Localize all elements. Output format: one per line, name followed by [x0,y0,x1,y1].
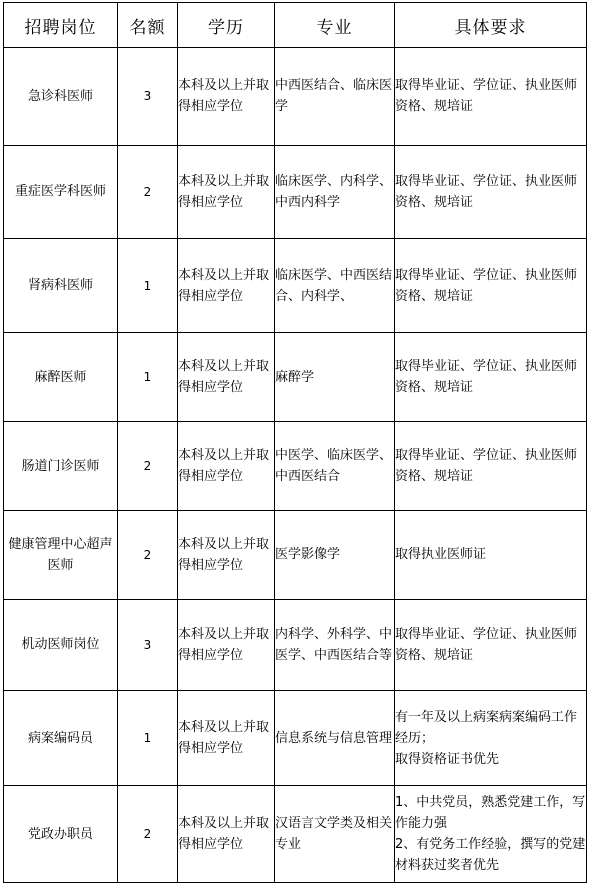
cell-requirements [395,238,587,332]
cell-requirements [395,786,587,883]
cell-requirements [395,333,587,421]
cell-position: 急诊科医师 [4,48,118,146]
table-body [4,48,587,883]
requirement-line: 取得毕业证、学位证、执业医师资格、规培证 [395,78,578,115]
cell-requirements [395,599,587,690]
cell-major: 医学影像学 [275,511,395,599]
cell-position: 麻醉医师 [4,333,118,421]
cell-requirements [395,421,587,510]
cell-position: 党政办职员 [4,786,118,883]
requirement-line: 取得毕业证、学位证、执业医师资格、规培证 [395,173,578,210]
cell-education: 本科及以上并取得相应学位 [178,599,275,690]
requirement-line: 2、有党务工作经验，撰写的党建材料获过奖者优先 [395,837,586,874]
table-row [4,599,587,690]
cell-education: 本科及以上并取得相应学位 [178,511,275,599]
requirement-line: 1、中共党员，熟悉党建工作，写作能力强 [395,795,586,832]
cell-count: 1 [118,691,178,786]
cell-education: 本科及以上并取得相应学位 [178,48,275,146]
header-count: 名额 [118,3,178,48]
requirement-line: 取得资格证书优先 [395,751,500,767]
recruitment-table [3,2,587,883]
cell-position: 肾病科医师 [4,238,118,332]
cell-position: 健康管理中心超声医师 [4,511,118,599]
cell-requirements [395,691,587,786]
cell-count: 2 [118,421,178,510]
table-row [4,333,587,421]
cell-requirements [395,48,587,146]
table-row [4,786,587,883]
table-row [4,48,587,146]
header-requirements: 具体要求 [395,3,587,48]
cell-major: 中医学、临床医学、中西医结合 [275,421,395,510]
cell-major: 内科学、外科学、中医学、中西医结合等 [275,599,395,690]
table-header-row [4,3,587,48]
requirement-line: 有一年及以上病案病案编码工作经历； [395,709,578,746]
requirement-line: 取得毕业证、学位证、执业医师资格、规培证 [395,626,578,663]
cell-count: 3 [118,599,178,690]
cell-major: 临床医学、内科学、中西内科学 [275,145,395,238]
cell-major: 汉语言文学类及相关专业 [275,786,395,883]
header-education: 学历 [178,3,275,48]
cell-education: 本科及以上并取得相应学位 [178,238,275,332]
cell-count: 2 [118,145,178,238]
requirement-line: 取得执业医师证 [395,547,487,563]
requirement-line: 取得毕业证、学位证、执业医师资格、规培证 [395,267,578,304]
cell-requirements [395,511,587,599]
table-row [4,511,587,599]
cell-position: 病案编码员 [4,691,118,786]
cell-position: 机动医师岗位 [4,599,118,690]
cell-count: 2 [118,511,178,599]
cell-major: 麻醉学 [275,333,395,421]
cell-education: 本科及以上并取得相应学位 [178,786,275,883]
cell-major: 信息系统与信息管理 [275,691,395,786]
table-row [4,238,587,332]
cell-count: 1 [118,333,178,421]
cell-education: 本科及以上并取得相应学位 [178,333,275,421]
cell-position: 重症医学科医师 [4,145,118,238]
cell-requirements [395,145,587,238]
cell-count: 2 [118,786,178,883]
table-row [4,145,587,238]
table-row [4,421,587,510]
cell-education: 本科及以上并取得相应学位 [178,691,275,786]
cell-count: 1 [118,238,178,332]
cell-major: 临床医学、中西医结合、内科学、 [275,238,395,332]
table-row [4,691,587,786]
cell-major: 中西医结合、临床医学 [275,48,395,146]
cell-position: 肠道门诊医师 [4,421,118,510]
cell-count: 3 [118,48,178,146]
requirement-line: 取得毕业证、学位证、执业医师资格、规培证 [395,448,578,484]
cell-education: 本科及以上并取得相应学位 [178,145,275,238]
header-position: 招聘岗位 [4,3,118,48]
cell-education: 本科及以上并取得相应学位 [178,421,275,510]
header-major: 专业 [275,3,395,48]
requirement-line: 取得毕业证、学位证、执业医师资格、规培证 [395,359,578,396]
